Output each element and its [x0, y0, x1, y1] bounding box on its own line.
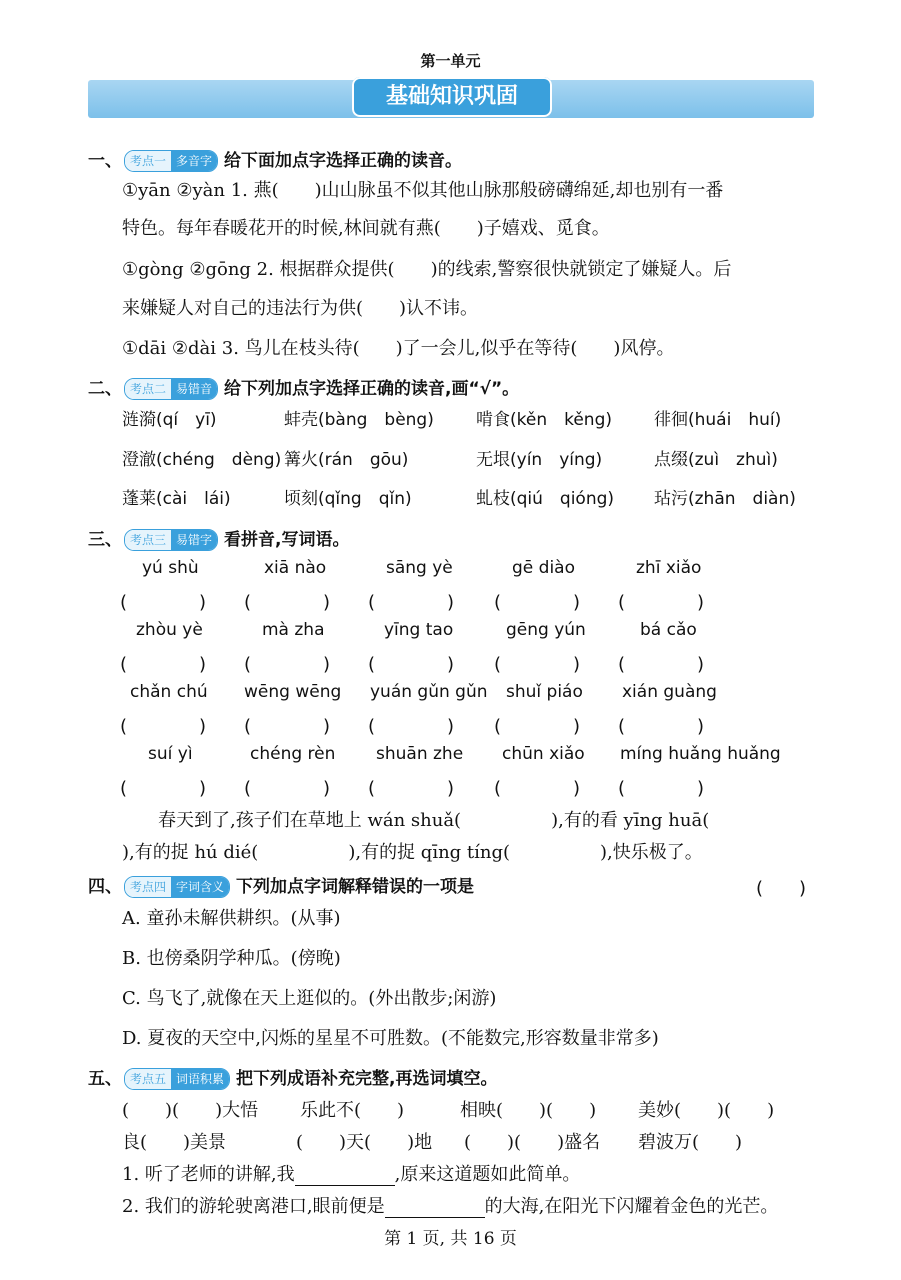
pronunciation-item: 无垠(yín yíng) [476, 450, 603, 470]
tag-topic: 多音字 [171, 151, 217, 171]
tag-topic: 易错音 [171, 379, 217, 399]
option-b: B. 也傍桑阴学种瓜。(傍晚) [122, 948, 341, 969]
answer-box[interactable]: ( ) [120, 654, 207, 675]
pinyin-cell: wēng wēng [244, 682, 342, 702]
topic-tag [124, 529, 218, 551]
answer-box[interactable]: ( ) [368, 592, 455, 613]
option-d: D. 夏夜的天空中,闪烁的星星不可胜数。(不能数完,形容数量非常多) [122, 1028, 659, 1049]
s5-question-2 [122, 1192, 778, 1218]
pronunciation-item: 啃食(kěn kěng) [476, 410, 612, 430]
section-4-heading [88, 872, 474, 898]
pinyin-cell: xián guàng [622, 682, 717, 702]
answer-box[interactable]: ( ) [494, 778, 581, 799]
idiom-blank[interactable]: 美妙( )( ) [638, 1100, 775, 1121]
pinyin-cell: zhī xiǎo [636, 558, 702, 578]
pronunciation-item: 玷污(zhān diàn) [654, 489, 796, 509]
pinyin-cell: mà zha [262, 620, 325, 640]
tag-label: 考点五 [125, 1069, 171, 1089]
pinyin-cell: yú shù [142, 558, 199, 578]
section-number: 一、 [88, 151, 122, 171]
option-a: A. 童孙未解供耕织。(从事) [122, 908, 341, 929]
q1-text-after: ,原来这道题如此简单。 [394, 1164, 581, 1185]
answer-box[interactable]: ( ) [244, 716, 331, 737]
pinyin-cell: zhòu yè [136, 620, 203, 640]
tag-label: 考点一 [125, 151, 171, 171]
answer-box[interactable]: ( ) [618, 716, 705, 737]
s1-line: 来嫌疑人对自己的违法行为供( )认不讳。 [122, 298, 479, 319]
s1-line: ①dāi ②dài 3. 鸟儿在枝头待( )了一会儿,似乎在等待( )风停。 [122, 338, 675, 359]
pinyin-cell: gēng yún [506, 620, 586, 640]
idiom-blank[interactable]: ( )( )盛名 [464, 1132, 601, 1153]
pronunciation-item: 徘徊(huái huí) [654, 410, 782, 430]
answer-box[interactable]: ( ) [618, 654, 705, 675]
pinyin-cell: chūn xiǎo [502, 744, 585, 764]
topic-tag [124, 150, 218, 172]
answer-box[interactable]: ( ) [494, 716, 581, 737]
tag-topic: 易错字 [171, 530, 217, 550]
pronunciation-item: 澄澈(chéng dèng) [122, 450, 282, 470]
pinyin-cell: suí yì [148, 744, 193, 764]
answer-box[interactable]: ( ) [244, 778, 331, 799]
answer-box[interactable]: ( ) [244, 592, 331, 613]
topic-tag [124, 378, 218, 400]
pinyin-cell: shuān zhe [376, 744, 464, 764]
topic-tag [124, 1068, 230, 1090]
pinyin-cell: sāng yè [386, 558, 453, 578]
idiom-blank[interactable]: 碧波万( ) [638, 1132, 743, 1153]
section-3-heading [88, 525, 350, 551]
q1-text-before: 1. 听了老师的讲解,我 [122, 1164, 295, 1185]
section-number: 二、 [88, 379, 122, 399]
pinyin-cell: chǎn chú [130, 682, 208, 702]
pinyin-cell: chéng rèn [250, 744, 336, 764]
pronunciation-item: 涟漪(qí yī) [122, 410, 217, 430]
pinyin-cell: bá cǎo [640, 620, 697, 640]
title-banner [88, 80, 814, 118]
s1-line: ①gòng ②gōng 2. 根据群众提供( )的线索,警察很快就锁定了嫌疑人。后 [122, 259, 732, 280]
answer-box[interactable]: ( ) [494, 592, 581, 613]
section-number: 五、 [88, 1069, 122, 1089]
s3-sentence: ),有的捉 hú dié( ),有的捉 qīng tíng( ),快乐极了。 [122, 842, 703, 863]
section-prompt: 下列加点字词解释错误的一项是 [236, 877, 475, 897]
pronunciation-item: 蚌壳(bàng bèng) [284, 410, 434, 430]
pinyin-cell: gē diào [512, 558, 575, 578]
pronunciation-item: 点缀(zuì zhuì) [654, 450, 778, 470]
answer-box[interactable]: ( ) [244, 654, 331, 675]
section-prompt: 给下列加点字选择正确的读音,画“√”。 [224, 379, 520, 399]
pronunciation-item: 虬枝(qiú qióng) [476, 489, 615, 509]
section-2-heading [88, 374, 519, 400]
idiom-blank[interactable]: ( )天( )地 [296, 1132, 433, 1153]
tag-label: 考点四 [125, 877, 171, 897]
section-number: 四、 [88, 877, 122, 897]
tag-topic: 词语积累 [171, 1069, 229, 1089]
tag-label: 考点二 [125, 379, 171, 399]
answer-paren[interactable]: ( ) [756, 878, 807, 899]
section-1-heading [88, 146, 462, 172]
page-footer: 第 1 页, 共 16 页 [384, 1229, 517, 1249]
idiom-blank[interactable]: 相映( )( ) [460, 1100, 597, 1121]
pronunciation-item: 蓬莱(cài lái) [122, 489, 231, 509]
q2-text-before: 2. 我们的游轮驶离港口,眼前便是 [122, 1196, 385, 1217]
section-prompt: 把下列成语补充完整,再选词填空。 [236, 1069, 498, 1089]
pronunciation-item: 顷刻(qǐng qǐn) [284, 489, 412, 509]
s1-line: ①yān ②yàn 1. 燕( )山山脉虽不似其他山脉那般磅礴绵延,却也别有一番 [122, 180, 724, 201]
pinyin-cell: yuán gǔn gǔn [370, 682, 488, 702]
answer-box[interactable]: ( ) [494, 654, 581, 675]
answer-box[interactable]: ( ) [120, 716, 207, 737]
unit-label: 第一单元 [420, 52, 481, 70]
answer-box[interactable]: ( ) [618, 592, 705, 613]
idiom-blank[interactable]: 良( )美景 [122, 1132, 227, 1153]
tag-label: 考点三 [125, 530, 171, 550]
s5-question-1 [122, 1160, 580, 1186]
idiom-blank[interactable]: ( )( )大悟 [122, 1100, 259, 1121]
pinyin-cell: shuǐ piáo [506, 682, 583, 702]
pinyin-cell: yīng tao [384, 620, 454, 640]
pronunciation-item: 篝火(rán gōu) [284, 450, 409, 470]
section-prompt: 看拼音,写词语。 [224, 530, 350, 550]
answer-box[interactable]: ( ) [368, 654, 455, 675]
answer-box[interactable]: ( ) [120, 592, 207, 613]
fill-line[interactable] [295, 1167, 395, 1186]
answer-box[interactable]: ( ) [368, 716, 455, 737]
tag-topic: 字词含义 [171, 877, 229, 897]
topic-tag [124, 876, 230, 898]
option-c: C. 鸟飞了,就像在天上逛似的。(外出散步;闲游) [122, 988, 497, 1009]
pinyin-cell: míng huǎng huǎng [620, 744, 781, 764]
section-number: 三、 [88, 530, 122, 550]
answer-box[interactable]: ( ) [618, 778, 705, 799]
answer-box[interactable]: ( ) [368, 778, 455, 799]
idiom-blank[interactable]: 乐此不( ) [300, 1100, 405, 1121]
pinyin-cell: xiā nào [264, 558, 327, 578]
section-5-heading [88, 1064, 498, 1090]
fill-line[interactable] [385, 1199, 485, 1218]
page-title: 基础知识巩固 [352, 77, 552, 117]
s3-sentence: 春天到了,孩子们在草地上 wán shuǎ( ),有的看 yīng huā( [158, 810, 710, 831]
q2-text-after: 的大海,在阳光下闪耀着金色的光芒。 [484, 1196, 779, 1217]
answer-box[interactable]: ( ) [120, 778, 207, 799]
section-prompt: 给下面加点字选择正确的读音。 [224, 151, 463, 171]
s1-line: 特色。每年春暖花开的时候,林间就有燕( )子嬉戏、觅食。 [122, 218, 610, 239]
